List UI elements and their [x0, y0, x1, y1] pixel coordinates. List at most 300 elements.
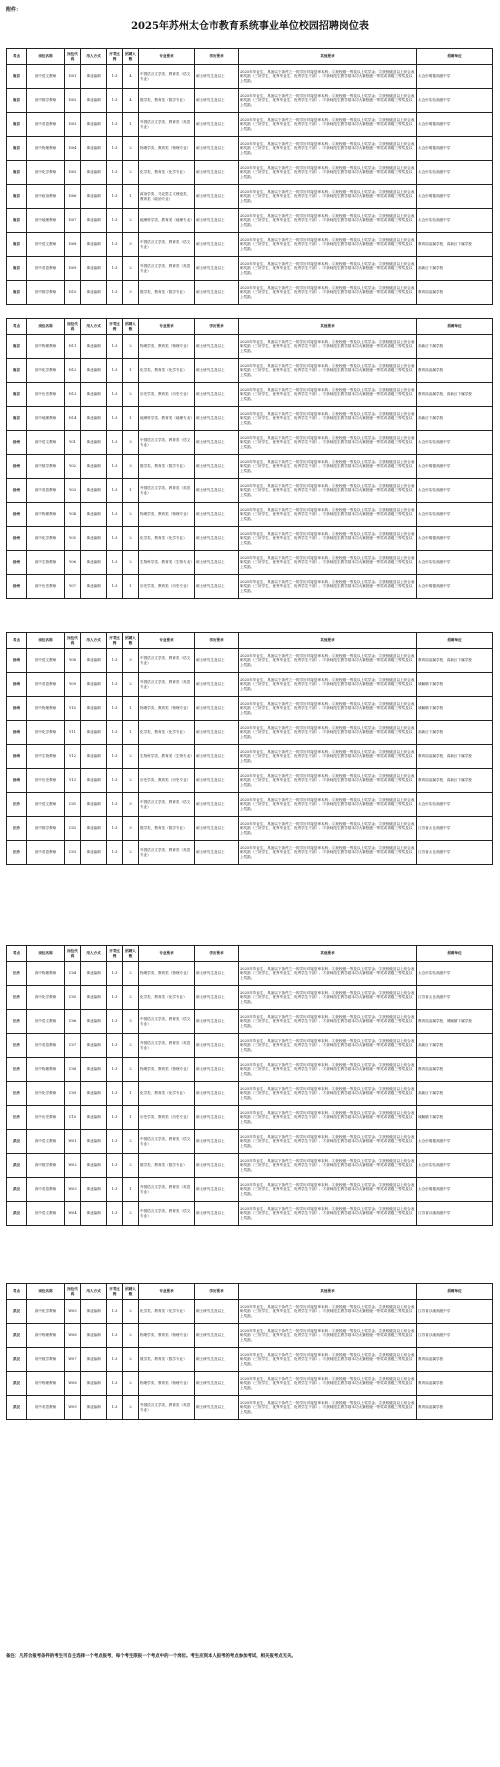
cell-major: 化学类、教育类（化学专业） — [139, 527, 195, 551]
cell-code: C08 — [65, 1058, 81, 1082]
cell-mode: 事业编制 — [81, 1082, 107, 1106]
cell-ratio: 1:3 — [107, 962, 123, 986]
table-row — [7, 281, 493, 305]
cell-major: 历史学类、教育类（历史专业） — [139, 575, 195, 599]
table-row — [7, 1154, 493, 1178]
column-header: 岗位代码 — [65, 1284, 81, 1300]
cell-post: 高中英语教师 — [27, 479, 65, 503]
cell-site: 南京 — [7, 137, 27, 161]
cell-site: 扬州 — [7, 503, 27, 527]
cell-other-requirements: 2025年毕业生，具备以下条件之一的学历对接复审本科；①获校级一等及以上奖学金；②获校级及以上综合表彰奖励（三好学生、优秀毕业生、优秀学生干部）；③获师范生教学基本功大赛校级一等奖或省级三等奖及以上奖励。 — [239, 1106, 417, 1130]
cell-other-requirements: 2025年毕业生，具备以下条件之一的学历对接复审本科；①获校级一等及以上奖学金；②获校级及以上综合表彰奖励（三好学生、优秀毕业生、优秀学生干部）；③获师范生教学基本功大赛校级一等奖或省级三等奖及以上奖励。 — [239, 817, 417, 841]
table-row — [7, 1010, 493, 1034]
cell-unit: 太仓市明德高级中学 — [417, 455, 493, 479]
table-row — [7, 209, 493, 233]
cell-site: 长沙 — [7, 793, 27, 817]
table-row — [7, 479, 493, 503]
cell-mode: 事业编制 — [81, 1010, 107, 1034]
cell-num: 2 — [123, 986, 139, 1010]
cell-mode: 事业编制 — [81, 89, 107, 113]
cell-post: 高中语文教师 — [27, 793, 65, 817]
cell-major: 历史学类、教育类（历史专业） — [139, 769, 195, 793]
cell-ratio: 1:3 — [107, 1154, 123, 1178]
cell-edu: 硕士研究生及以上 — [195, 431, 239, 455]
column-header: 招聘人数 — [123, 1284, 139, 1300]
cell-code: Y03 — [65, 479, 81, 503]
cell-other-requirements: 2025年毕业生，具备以下条件之一的学历对接复审本科；①获校级一等及以上奖学金；②获校级及以上综合表彰奖励（三好学生、优秀毕业生、优秀学生干部）；③获师范生教学基本功大赛校级一等奖或省级三等奖及以上奖励。 — [239, 335, 417, 359]
cell-post: 初中数学教师 — [27, 1348, 65, 1372]
cell-num: 2 — [123, 503, 139, 527]
table-row — [7, 137, 493, 161]
cell-major: 物理学类、教育类（物理专业） — [139, 137, 195, 161]
cell-mode: 事业编制 — [81, 185, 107, 209]
cell-major: 中国语言文学类、教育类（语文专业） — [139, 1010, 195, 1034]
cell-other-requirements: 2025年毕业生，具备以下条件之一的学历对接复审本科；①获校级一等及以上奖学金；②获校级及以上综合表彰奖励（三好学生、优秀毕业生、优秀学生干部）；③获师范生教学基本功大赛校级一等奖或省级三等奖及以上奖励。 — [239, 1082, 417, 1106]
footer-note: 备注：凡符合报考条件的考生可自主选择一个考点报考，每个考生限报一个考点中的一个岗位。考生应到本人报考的考点参加考试，相关报考点无关。 — [6, 1654, 296, 1659]
table-row — [7, 359, 493, 383]
cell-mode: 事业编制 — [81, 257, 107, 281]
column-header: 其他要求 — [239, 319, 417, 335]
cell-code: N05 — [65, 161, 81, 185]
cell-site: 武汉 — [7, 1324, 27, 1348]
cell-site: 扬州 — [7, 769, 27, 793]
cell-site: 武汉 — [7, 1300, 27, 1324]
cell-code: Y12 — [65, 745, 81, 769]
cell-major: 外国语言文学类、教育类（英语专业） — [139, 257, 195, 281]
cell-post: 高中物理教师 — [27, 137, 65, 161]
cell-post: 初中化学教师 — [27, 359, 65, 383]
cell-post: 初中化学教师 — [27, 721, 65, 745]
cell-ratio: 1:3 — [107, 359, 123, 383]
cell-edu: 硕士研究生及以上 — [195, 575, 239, 599]
cell-other-requirements: 2025年毕业生，具备以下条件之一的学历对接复审本科；①获校级一等及以上奖学金；②获校级及以上综合表彰奖励（三好学生、优秀毕业生、优秀学生干部）；③获师范生教学基本功大赛校级一等奖或省级三等奖及以上奖励。 — [239, 769, 417, 793]
table-row — [7, 257, 493, 281]
cell-unit: 教育局直属学校、高新区下属学校 — [417, 233, 493, 257]
cell-num: 2 — [123, 335, 139, 359]
cell-post: 高中数学教师 — [27, 455, 65, 479]
cell-post: 高中数学教师 — [27, 817, 65, 841]
cell-post: 高中物理教师 — [27, 962, 65, 986]
column-header: 岗位代码 — [65, 319, 81, 335]
cell-post: 高中语文教师 — [27, 1130, 65, 1154]
cell-mode: 事业编制 — [81, 551, 107, 575]
column-header: 岗位名称 — [27, 319, 65, 335]
cell-other-requirements: 2025年毕业生，具备以下条件之一的学历对接复审本科；①获校级一等及以上奖学金；②获校级及以上综合表彰奖励（三好学生、优秀毕业生、优秀学生干部）；③获师范生教学基本功大赛校级一等奖或省级三等奖及以上奖励。 — [239, 673, 417, 697]
cell-code: C06 — [65, 1010, 81, 1034]
cell-unit: 城厢镇下属学校 — [417, 1106, 493, 1130]
cell-ratio: 1:3 — [107, 649, 123, 673]
cell-mode: 事业编制 — [81, 503, 107, 527]
cell-mode: 事业编制 — [81, 1396, 107, 1420]
column-header: 用人方式 — [81, 946, 107, 962]
cell-code: N07 — [65, 209, 81, 233]
table-row — [7, 503, 493, 527]
cell-ratio: 1:3 — [107, 89, 123, 113]
cell-mode: 事业编制 — [81, 769, 107, 793]
cell-mode: 事业编制 — [81, 113, 107, 137]
cell-mode: 事业编制 — [81, 986, 107, 1010]
cell-edu: 硕士研究生及以上 — [195, 841, 239, 865]
cell-unit: 江苏省太仓高级中学 — [417, 841, 493, 865]
column-header: 岗位代码 — [65, 633, 81, 649]
cell-post: 初中语文教师 — [27, 1202, 65, 1226]
table-row — [7, 817, 493, 841]
cell-edu: 硕士研究生及以上 — [195, 281, 239, 305]
cell-num: 2 — [123, 1154, 139, 1178]
table-row — [7, 1348, 493, 1372]
cell-post: 高中英语教师 — [27, 841, 65, 865]
cell-num: 1 — [123, 407, 139, 431]
cell-unit: 教育局直属学校、高新区下属学校 — [417, 745, 493, 769]
cell-other-requirements: 2025年毕业生，具备以下条件之一的学历对接复审本科；①获校级一等及以上奖学金；②获校级及以上综合表彰奖励（三好学生、优秀毕业生、优秀学生干部）；③获师范生教学基本功大赛校级一等奖或省级三等奖及以上奖励。 — [239, 1130, 417, 1154]
cell-mode: 事业编制 — [81, 383, 107, 407]
cell-other-requirements: 2025年毕业生，具备以下条件之一的学历对接复审本科；①获校级一等及以上奖学金；②获校级及以上综合表彰奖励（三好学生、优秀毕业生、优秀学生干部）；③获师范生教学基本功大赛校级一等奖或省级三等奖及以上奖励。 — [239, 575, 417, 599]
cell-mode: 事业编制 — [81, 745, 107, 769]
cell-code: W02 — [65, 1154, 81, 1178]
cell-major: 中国语言文学类、教育类（语文专业） — [139, 65, 195, 89]
cell-site: 武汉 — [7, 1202, 27, 1226]
cell-ratio: 1:3 — [107, 793, 123, 817]
cell-site: 长沙 — [7, 1106, 27, 1130]
cell-num: 1 — [123, 697, 139, 721]
cell-ratio: 1:3 — [107, 503, 123, 527]
cell-num: 2 — [123, 1202, 139, 1226]
cell-site: 扬州 — [7, 551, 27, 575]
cell-code: Y02 — [65, 455, 81, 479]
table-row — [7, 962, 493, 986]
cell-major: 外国语言文学类、教育类（英语专业） — [139, 1178, 195, 1202]
cell-num: 2 — [123, 769, 139, 793]
cell-post: 高中政治教师 — [27, 185, 65, 209]
cell-other-requirements: 2025年毕业生，具备以下条件之一的学历对接复审本科；①获校级一等及以上奖学金；②获校级及以上综合表彰奖励（三好学生、优秀毕业生、优秀学生干部）；③获师范生教学基本功大赛校级一等奖或省级三等奖及以上奖励。 — [239, 1202, 417, 1226]
cell-edu: 硕士研究生及以上 — [195, 233, 239, 257]
cell-code: Y08 — [65, 649, 81, 673]
cell-major: 物理学类、教育类（物理专业） — [139, 697, 195, 721]
cell-num: 3 — [123, 793, 139, 817]
cell-major: 生物科学类、教育类（生物专业） — [139, 745, 195, 769]
cell-major: 历史学类、教育类（历史专业） — [139, 383, 195, 407]
cell-edu: 硕士研究生及以上 — [195, 1300, 239, 1324]
cell-num: 2 — [123, 383, 139, 407]
cell-mode: 事业编制 — [81, 281, 107, 305]
cell-other-requirements: 2025年毕业生，具备以下条件之一的学历对接复审本科；①获校级一等及以上奖学金；②获校级及以上综合表彰奖励（三好学生、优秀毕业生、优秀学生干部）；③获师范生教学基本功大赛校级一等奖或省级三等奖及以上奖励。 — [239, 841, 417, 865]
cell-mode: 事业编制 — [81, 335, 107, 359]
cell-ratio: 1:3 — [107, 575, 123, 599]
cell-code: Y05 — [65, 527, 81, 551]
cell-mode: 事业编制 — [81, 1106, 107, 1130]
cell-num: 2 — [123, 1130, 139, 1154]
cell-mode: 事业编制 — [81, 455, 107, 479]
cell-major: 地理科学类、教育类（地理专业） — [139, 209, 195, 233]
cell-ratio: 1:3 — [107, 697, 123, 721]
column-header: 学历要求 — [195, 319, 239, 335]
cell-mode: 事业编制 — [81, 649, 107, 673]
cell-mode: 事业编制 — [81, 407, 107, 431]
cell-edu: 硕士研究生及以上 — [195, 113, 239, 137]
cell-num: 2 — [123, 1396, 139, 1420]
cell-num: 2 — [123, 1372, 139, 1396]
cell-unit: 高新区下属学校 — [417, 1034, 493, 1058]
cell-ratio: 1:3 — [107, 383, 123, 407]
cell-unit: 教育局直属学校 — [417, 1058, 493, 1082]
column-header: 开考比例 — [107, 946, 123, 962]
cell-mode: 事业编制 — [81, 431, 107, 455]
cell-edu: 硕士研究生及以上 — [195, 1058, 239, 1082]
column-header: 学历要求 — [195, 49, 239, 65]
cell-major: 外国语言文学类、教育类（英语专业） — [139, 479, 195, 503]
cell-post: 高中化学教师 — [27, 527, 65, 551]
cell-mode: 事业编制 — [81, 1058, 107, 1082]
cell-edu: 硕士研究生及以上 — [195, 1010, 239, 1034]
cell-unit: 高新区下属学校 — [417, 335, 493, 359]
cell-major: 数学类、教育类（数学专业） — [139, 281, 195, 305]
cell-major: 外国语言文学类、教育类（英语专业） — [139, 113, 195, 137]
table-row — [7, 721, 493, 745]
table-row — [7, 1034, 493, 1058]
cell-edu: 硕士研究生及以上 — [195, 209, 239, 233]
cell-site: 南京 — [7, 161, 27, 185]
table-row — [7, 527, 493, 551]
cell-unit: 教育局直属学校 — [417, 1348, 493, 1372]
column-header: 专业要求 — [139, 633, 195, 649]
cell-unit: 太仓市实验高级中学 — [417, 551, 493, 575]
cell-mode: 事业编制 — [81, 233, 107, 257]
cell-ratio: 1:3 — [107, 185, 123, 209]
cell-code: C09 — [65, 1082, 81, 1106]
cell-post: 初中语文教师 — [27, 1010, 65, 1034]
cell-site: 扬州 — [7, 479, 27, 503]
cell-post: 高中化学教师 — [27, 1300, 65, 1324]
cell-code: N08 — [65, 233, 81, 257]
table-row — [7, 745, 493, 769]
table-row — [7, 1396, 493, 1420]
cell-other-requirements: 2025年毕业生，具备以下条件之一的学历对接复审本科；①获校级一等及以上奖学金；②获校级及以上综合表彰奖励（三好学生、优秀毕业生、优秀学生干部）；③获师范生教学基本功大赛校级一等奖或省级三等奖及以上奖励。 — [239, 1396, 417, 1420]
cell-unit: 高新区下属学校 — [417, 407, 493, 431]
table-row — [7, 233, 493, 257]
cell-ratio: 1:3 — [107, 335, 123, 359]
cell-site: 武汉 — [7, 1130, 27, 1154]
column-header: 招聘人数 — [123, 946, 139, 962]
cell-post: 高中物理教师 — [27, 1324, 65, 1348]
cell-mode: 事业编制 — [81, 721, 107, 745]
cell-mode: 事业编制 — [81, 841, 107, 865]
cell-unit: 教育局直属学校、高新区下属学校 — [417, 769, 493, 793]
column-header: 招聘人数 — [123, 49, 139, 65]
cell-code: N11 — [65, 335, 81, 359]
cell-post: 初中数学教师 — [27, 281, 65, 305]
cell-major: 物理学类、教育类（物理专业） — [139, 962, 195, 986]
cell-other-requirements: 2025年毕业生，具备以下条件之一的学历对接复审本科；①获校级一等及以上奖学金；②获校级及以上综合表彰奖励（三好学生、优秀毕业生、优秀学生干部）；③获师范生教学基本功大赛校级一等奖或省级三等奖及以上奖励。 — [239, 721, 417, 745]
cell-other-requirements: 2025年毕业生，具备以下条件之一的学历对接复审本科；①获校级一等及以上奖学金；②获校级及以上综合表彰奖励（三好学生、优秀毕业生、优秀学生干部）；③获师范生教学基本功大赛校级一等奖或省级三等奖及以上奖励。 — [239, 1010, 417, 1034]
cell-major: 化学类、教育类（化学专业） — [139, 359, 195, 383]
cell-unit: 太仓市明德高级中学 — [417, 575, 493, 599]
job-table-1 — [6, 48, 493, 305]
cell-unit: 太仓市实验高级中学 — [417, 503, 493, 527]
cell-edu: 硕士研究生及以上 — [195, 1106, 239, 1130]
cell-mode: 事业编制 — [81, 209, 107, 233]
cell-major: 化学类、教育类（化学专业） — [139, 986, 195, 1010]
table-row — [7, 986, 493, 1010]
cell-other-requirements: 2025年毕业生，具备以下条件之一的学历对接复审本科；①获校级一等及以上奖学金；②获校级及以上综合表彰奖励（三好学生、优秀毕业生、优秀学生干部）；③获师范生教学基本功大赛校级一等奖或省级三等奖及以上奖励。 — [239, 1154, 417, 1178]
cell-edu: 硕士研究生及以上 — [195, 161, 239, 185]
column-header: 学历要求 — [195, 633, 239, 649]
table-row — [7, 673, 493, 697]
cell-unit: 教育局直属学校、高新区下属学校 — [417, 383, 493, 407]
cell-ratio: 1:3 — [107, 281, 123, 305]
cell-edu: 硕士研究生及以上 — [195, 1348, 239, 1372]
cell-unit: 太仓市明德高级中学 — [417, 137, 493, 161]
table-row — [7, 1324, 493, 1348]
cell-unit: 太仓市实验高级中学 — [417, 431, 493, 455]
cell-other-requirements: 2025年毕业生，具备以下条件之一的学历对接复审本科；①获校级一等及以上奖学金；②获校级及以上综合表彰奖励（三好学生、优秀毕业生、优秀学生干部）；③获师范生教学基本功大赛校级一等奖或省级三等奖及以上奖励。 — [239, 161, 417, 185]
cell-ratio: 1:3 — [107, 233, 123, 257]
cell-ratio: 1:3 — [107, 1130, 123, 1154]
table-header-row — [7, 633, 493, 649]
cell-ratio: 1:3 — [107, 431, 123, 455]
column-header: 其他要求 — [239, 1284, 417, 1300]
cell-unit: 教育局直属学校 — [417, 1396, 493, 1420]
table-header-row — [7, 319, 493, 335]
table-row — [7, 335, 493, 359]
cell-site: 扬州 — [7, 431, 27, 455]
column-header: 用人方式 — [81, 49, 107, 65]
cell-unit: 江苏省太仓高级中学 — [417, 817, 493, 841]
cell-major: 外国语言文学类、教育类（英语专业） — [139, 841, 195, 865]
cell-code: C03 — [65, 841, 81, 865]
cell-code: N03 — [65, 113, 81, 137]
cell-ratio: 1:3 — [107, 455, 123, 479]
table-row — [7, 383, 493, 407]
cell-other-requirements: 2025年毕业生，具备以下条件之一的学历对接复审本科；①获校级一等及以上奖学金；②获校级及以上综合表彰奖励（三好学生、优秀毕业生、优秀学生干部）；③获师范生教学基本功大赛校级一等奖或省级三等奖及以上奖励。 — [239, 359, 417, 383]
cell-unit: 教育局直属学校、高新区下属学校 — [417, 649, 493, 673]
cell-major: 化学类、教育类（化学专业） — [139, 161, 195, 185]
cell-code: W06 — [65, 1324, 81, 1348]
cell-edu: 硕士研究生及以上 — [195, 1178, 239, 1202]
cell-num: 1 — [123, 575, 139, 599]
cell-mode: 事业编制 — [81, 479, 107, 503]
table-row — [7, 1082, 493, 1106]
cell-num: 1 — [123, 1082, 139, 1106]
cell-num: 2 — [123, 137, 139, 161]
cell-other-requirements: 2025年毕业生，具备以下条件之一的学历对接复审本科；①获校级一等及以上奖学金；②获校级及以上综合表彰奖励（三好学生、优秀毕业生、优秀学生干部）；③获师范生教学基本功大赛校级一等奖或省级三等奖及以上奖励。 — [239, 65, 417, 89]
column-header: 开考比例 — [107, 319, 123, 335]
cell-major: 化学类、教育类（化学专业） — [139, 1300, 195, 1324]
cell-post: 初中化学教师 — [27, 1082, 65, 1106]
cell-site: 南京 — [7, 359, 27, 383]
cell-code: N10 — [65, 281, 81, 305]
table-row — [7, 1300, 493, 1324]
cell-other-requirements: 2025年毕业生，具备以下条件之一的学历对接复审本科；①获校级一等及以上奖学金；②获校级及以上综合表彰奖励（三好学生、优秀毕业生、优秀学生干部）；③获师范生教学基本功大赛校级一等奖或省级三等奖及以上奖励。 — [239, 431, 417, 455]
cell-unit: 太仓市明德高级中学 — [417, 65, 493, 89]
cell-edu: 硕士研究生及以上 — [195, 745, 239, 769]
cell-ratio: 1:3 — [107, 1202, 123, 1226]
cell-post: 初中历史教师 — [27, 383, 65, 407]
cell-edu: 硕士研究生及以上 — [195, 527, 239, 551]
cell-other-requirements: 2025年毕业生，具备以下条件之一的学历对接复审本科；①获校级一等及以上奖学金；②获校级及以上综合表彰奖励（三好学生、优秀毕业生、优秀学生干部）；③获师范生教学基本功大赛校级一等奖或省级三等奖及以上奖励。 — [239, 986, 417, 1010]
cell-other-requirements: 2025年毕业生，具备以下条件之一的学历对接复审本科；①获校级一等及以上奖学金；②获校级及以上综合表彰奖励（三好学生、优秀毕业生、优秀学生干部）；③获师范生教学基本功大赛校级一等奖或省级三等奖及以上奖励。 — [239, 1034, 417, 1058]
cell-unit: 高新区下属学校 — [417, 721, 493, 745]
cell-site: 南京 — [7, 335, 27, 359]
cell-mode: 事业编制 — [81, 137, 107, 161]
cell-unit: 太仓市明德高级中学 — [417, 527, 493, 551]
cell-major: 外国语言文学类、教育类（英语专业） — [139, 1034, 195, 1058]
cell-edu: 硕士研究生及以上 — [195, 1324, 239, 1348]
cell-mode: 事业编制 — [81, 697, 107, 721]
cell-post: 初中物理教师 — [27, 1372, 65, 1396]
cell-unit: 江苏省沙溪高级中学 — [417, 1300, 493, 1324]
cell-post: 初中物理教师 — [27, 697, 65, 721]
cell-mode: 事业编制 — [81, 161, 107, 185]
cell-mode: 事业编制 — [81, 1348, 107, 1372]
cell-major: 中国语言文学类、教育类（语文专业） — [139, 1202, 195, 1226]
cell-major: 中国语言文学类、教育类（语文专业） — [139, 431, 195, 455]
cell-mode: 事业编制 — [81, 1178, 107, 1202]
cell-post: 高中化学教师 — [27, 161, 65, 185]
cell-ratio: 1:3 — [107, 1034, 123, 1058]
cell-site: 南京 — [7, 257, 27, 281]
table-row — [7, 697, 493, 721]
table-row — [7, 649, 493, 673]
cell-unit: 高新区下属学校 — [417, 1082, 493, 1106]
cell-ratio: 1:3 — [107, 817, 123, 841]
cell-major: 历史学类、教育类（历史专业） — [139, 1106, 195, 1130]
cell-ratio: 1:3 — [107, 1106, 123, 1130]
cell-major: 物理学类、教育类（物理专业） — [139, 503, 195, 527]
cell-site: 长沙 — [7, 1058, 27, 1082]
cell-code: Y01 — [65, 431, 81, 455]
cell-edu: 硕士研究生及以上 — [195, 1034, 239, 1058]
cell-mode: 事业编制 — [81, 962, 107, 986]
cell-edu: 硕士研究生及以上 — [195, 257, 239, 281]
cell-edu: 硕士研究生及以上 — [195, 1396, 239, 1420]
cell-edu: 硕士研究生及以上 — [195, 1154, 239, 1178]
cell-other-requirements: 2025年毕业生，具备以下条件之一的学历对接复审本科；①获校级一等及以上奖学金；②获校级及以上综合表彰奖励（三好学生、优秀毕业生、优秀学生干部）；③获师范生教学基本功大赛校级一等奖或省级三等奖及以上奖励。 — [239, 503, 417, 527]
cell-code: Y07 — [65, 575, 81, 599]
cell-mode: 事业编制 — [81, 527, 107, 551]
cell-other-requirements: 2025年毕业生，具备以下条件之一的学历对接复审本科；①获校级一等及以上奖学金；②获校级及以上综合表彰奖励（三好学生、优秀毕业生、优秀学生干部）；③获师范生教学基本功大赛校级一等奖或省级三等奖及以上奖励。 — [239, 233, 417, 257]
cell-ratio: 1:3 — [107, 551, 123, 575]
cell-unit: 太仓市实验高级中学 — [417, 89, 493, 113]
cell-site: 南京 — [7, 65, 27, 89]
column-header: 招聘单位 — [417, 49, 493, 65]
column-header: 岗位名称 — [27, 633, 65, 649]
column-header: 招聘人数 — [123, 633, 139, 649]
cell-edu: 硕士研究生及以上 — [195, 1130, 239, 1154]
cell-site: 扬州 — [7, 649, 27, 673]
cell-num: 2 — [123, 1058, 139, 1082]
cell-ratio: 1:3 — [107, 1178, 123, 1202]
cell-post: 高中历史教师 — [27, 575, 65, 599]
cell-edu: 硕士研究生及以上 — [195, 65, 239, 89]
cell-edu: 硕士研究生及以上 — [195, 793, 239, 817]
cell-post: 高中化学教师 — [27, 986, 65, 1010]
table-row — [7, 1106, 493, 1130]
cell-ratio: 1:3 — [107, 673, 123, 697]
cell-code: N04 — [65, 137, 81, 161]
cell-ratio: 1:3 — [107, 1348, 123, 1372]
table-row — [7, 1202, 493, 1226]
table-header-row — [7, 946, 493, 962]
cell-edu: 硕士研究生及以上 — [195, 697, 239, 721]
attachment-label: 附件： — [6, 7, 22, 13]
cell-other-requirements: 2025年毕业生，具备以下条件之一的学历对接复审本科；①获校级一等及以上奖学金；②获校级及以上综合表彰奖励（三好学生、优秀毕业生、优秀学生干部）；③获师范生教学基本功大赛校级一等奖或省级三等奖及以上奖励。 — [239, 1324, 417, 1348]
cell-site: 扬州 — [7, 721, 27, 745]
cell-site: 长沙 — [7, 1010, 27, 1034]
job-table-4 — [6, 945, 493, 1226]
table-row — [7, 575, 493, 599]
job-table-2 — [6, 318, 493, 599]
cell-other-requirements: 2025年毕业生，具备以下条件之一的学历对接复审本科；①获校级一等及以上奖学金；②获校级及以上综合表彰奖励（三好学生、优秀毕业生、优秀学生干部）；③获师范生教学基本功大赛校级一等奖或省级三等奖及以上奖励。 — [239, 1348, 417, 1372]
